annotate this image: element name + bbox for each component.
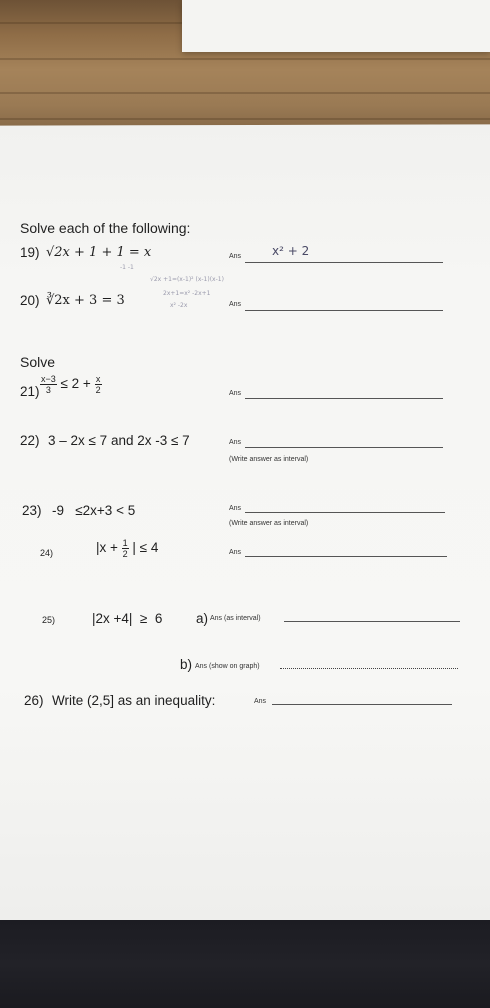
problem-21-number: 21) (20, 384, 40, 399)
scratch-work-line-2: √2x +1=(x-1)² (x-1)(x-1) (150, 276, 224, 283)
problem-25-answer-b-line (280, 668, 458, 669)
problem-25-part-b: b) (180, 657, 193, 672)
problem-21-inequality: $\frac{x-3}{3}$ ≤ 2 + $\frac{x}{2}$ (41, 374, 101, 395)
problem-24-number: 24) (40, 548, 54, 558)
background-paper-sheet (182, 0, 490, 52)
problem-24-ans-label: Ans (229, 549, 242, 556)
problem-23-note: (Write answer as interval) (229, 520, 309, 527)
problem-24-fraction: $\frac{1}{2}$ (122, 538, 128, 559)
problem-25-answer-a-line (284, 621, 460, 622)
problem-22-note: (Write answer as interval) (229, 456, 309, 463)
problem-22-ans-label: Ans (229, 439, 242, 446)
problem-20-equation: ∛2x + 3 = 3 (46, 293, 125, 308)
problem-20-answer-line (245, 310, 443, 311)
worksheet-heading: Solve each of the following: (20, 220, 191, 236)
problem-26-ans-label: Ans (254, 698, 267, 705)
problem-23-inequality: -9 ≤2x+3 < 5 (52, 503, 136, 518)
problem-19-answer-line (245, 262, 443, 263)
problem-22-answer-line (245, 447, 443, 448)
dark-floor (0, 920, 490, 1008)
problem-19-ans-label: Ans (229, 253, 242, 260)
problem-25-inequality: |2x +4| ≥ 6 (92, 611, 163, 626)
problem-22-inequality: 3 – 2x ≤ 7 and 2x -3 ≤ 7 (48, 433, 190, 448)
section-solve-heading: Solve (20, 354, 56, 370)
problem-24-answer-line (245, 556, 447, 557)
scratch-work-line-3: 2x+1=x² -2x+1 (163, 290, 211, 297)
problem-20-number: 20) (20, 293, 40, 308)
scratch-work-line-4: x² -2x (170, 302, 188, 309)
scratch-work-line-1: -1 -1 (120, 264, 134, 271)
problem-19-equation: √2x + 1 + 1 = x (46, 245, 152, 260)
problem-20-ans-label: Ans (229, 301, 242, 308)
problem-24-inequality: |x + $\frac{1}{2}$ | ≤ 4 (96, 538, 159, 559)
problem-26-number: 26) (24, 693, 44, 708)
problem-26-question: Write (2,5] as an inequality: (52, 693, 216, 708)
problem-25-ans-b-label: Ans (show on graph) (195, 663, 260, 670)
problem-23-number: 23) (22, 503, 42, 518)
problem-22-number: 22) (20, 433, 40, 448)
problem-21-fraction-right: $\frac{x}{2}$ (95, 374, 101, 395)
problem-21-ans-label: Ans (229, 390, 242, 397)
problem-19-handwritten-answer: x² + 2 (272, 244, 310, 258)
problem-25-ans-a-label: Ans (as interval) (210, 615, 261, 622)
problem-25-part-a: a) (196, 611, 209, 626)
problem-21-answer-line (245, 398, 443, 399)
problem-23-answer-line (245, 512, 445, 513)
problem-21-fraction-left: $\frac{x-3}{3}$ (41, 374, 56, 395)
problem-23-ans-label: Ans (229, 505, 242, 512)
problem-26-answer-line (272, 704, 452, 705)
problem-25-number: 25) (42, 615, 56, 625)
problem-19-number: 19) (20, 245, 40, 260)
